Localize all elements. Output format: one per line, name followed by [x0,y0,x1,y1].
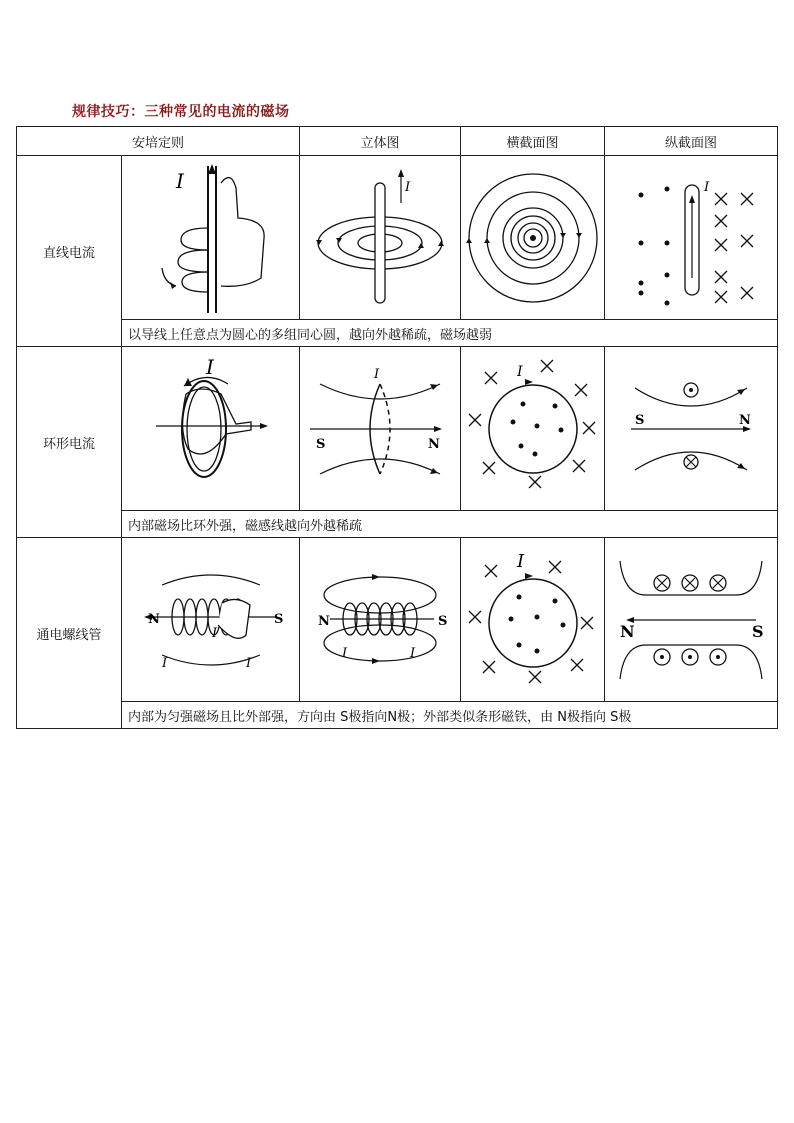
label-north-sollong: N [620,621,635,641]
dot-symbol-icon [639,186,670,305]
magnetic-field-table [16,126,778,729]
concentric-circles-icon [463,163,603,313]
fig-straight-longitudinal [605,156,778,320]
row-straight-current [17,156,778,320]
page-title: 规律技巧：三种常见的电流的磁场 [72,104,290,120]
circled-cross-icon [684,455,698,469]
label-north-ringlong: N [739,412,751,428]
circled-cross-icon [654,575,726,591]
row-label-solenoid: 通电螺线管 [17,538,122,729]
dot-symbol-icon [508,594,565,653]
fig-solenoid-3d [300,538,461,702]
label-south-ring3d: S [316,436,326,452]
ring-3d-icon [300,354,460,504]
label-current-solcross: I [516,550,524,572]
note-straight: 以导线上任意点为圆心的多组同心圆，越向外越稀疏，磁场越弱 [122,320,778,347]
label-south-solhand: S [273,611,283,627]
label-south-sol3d: S [438,613,448,629]
fig-solenoid-longitudinal [605,538,778,702]
row-solenoid-current [17,538,778,702]
fig-straight-cross [461,156,605,320]
cross-symbol-icon [715,193,753,303]
straight-wire-3d-icon [305,163,455,313]
label-current-sol3d1: I [342,645,348,661]
note-ring: 内部磁场比环外强，磁感线越向外越稀疏 [122,511,778,538]
label-south-ringlong: S [635,412,645,428]
row-label-ring: 环形电流 [17,347,122,538]
label-current: I [175,168,184,193]
note-row-ring [17,511,778,538]
label-south-sollong: S [752,621,764,641]
row-ring-current [17,347,778,511]
ring-longitudinal-icon [611,354,771,504]
row-label-straight: 直线电流 [17,156,122,347]
dots-and-crosses-icon [611,163,771,313]
header-cross-section: 横截面图 [461,127,605,156]
solenoid-cross-section-icon [463,545,603,695]
label-current-sol3d2: I [410,645,416,661]
fig-ring-ampere [122,347,300,511]
note-solenoid: 内部为匀强磁场且比外部强，方向由 S极指向N极；外部类似条形磁铁，由 N极指向 S极 [122,702,778,729]
label-current-3d: I [405,179,411,195]
fig-ring-3d [300,347,461,511]
label-current-ring3d: I [374,366,380,382]
hand-solenoid-icon [126,545,296,695]
note-row-straight [17,320,778,347]
fig-ring-longitudinal [605,347,778,511]
header-longitudinal-section: 纵截面图 [605,127,778,156]
fig-solenoid-cross [461,538,605,702]
hand-grip-wire-icon [126,158,296,318]
fig-ring-cross [461,347,605,511]
header-ampere-rule: 安培定则 [17,127,300,156]
label-north-ring3d: N [428,436,440,452]
header-row [17,127,778,156]
fig-straight-ampere [122,156,300,320]
fig-solenoid-ampere [122,538,300,702]
fig-straight-3d [300,156,461,320]
label-current-long: I [704,179,710,195]
label-north-sol3d: N [318,613,330,629]
label-north-solhand: N [147,611,160,627]
label-current-ring: I [205,354,214,379]
solenoid-3d-icon [300,545,460,695]
header-3d-view: 立体图 [300,127,461,156]
label-current-ringcross: I [516,363,523,380]
label-current-solhand1: I [161,655,167,671]
dot-symbol-icon [510,401,563,456]
label-current-solhand3: I [245,655,251,671]
circled-dot-icon [654,649,726,665]
hand-ring-icon [126,354,296,504]
note-row-solenoid [17,702,778,729]
ring-cross-section-icon [463,354,603,504]
solenoid-longitudinal-icon [606,545,776,695]
label-current-solhand2: I [211,625,217,641]
